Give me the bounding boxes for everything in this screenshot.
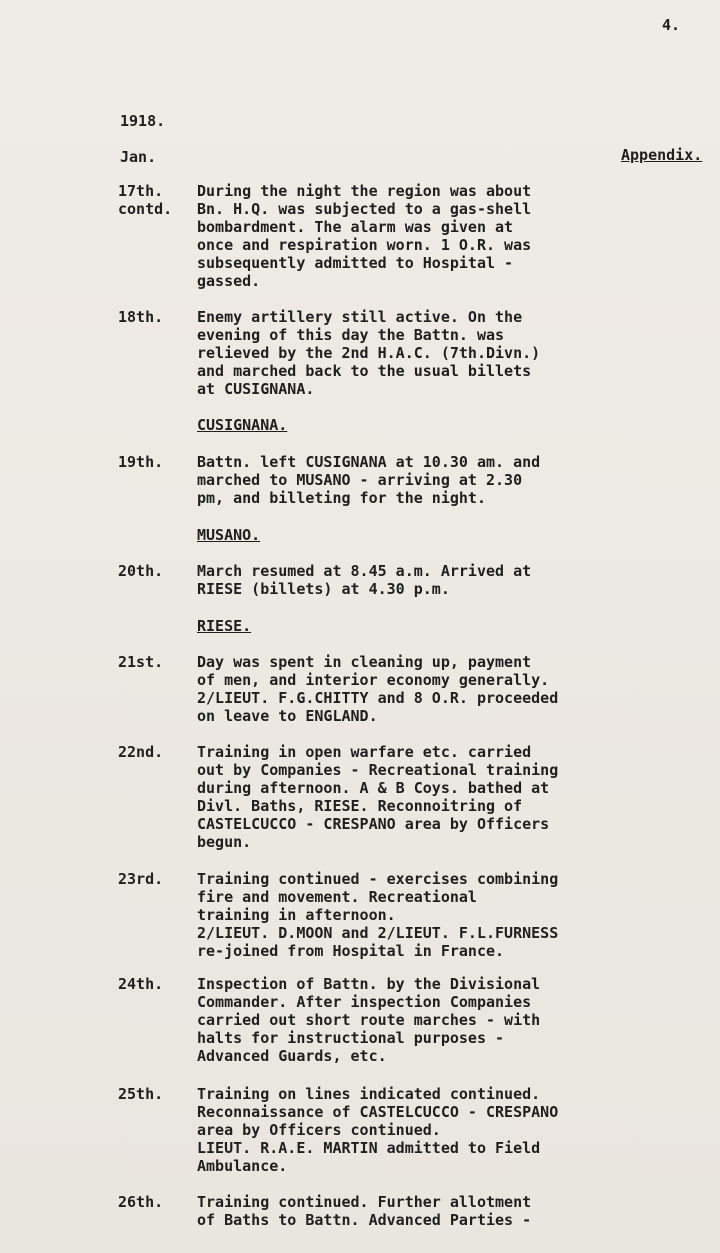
- place-heading-riese: RIESE.: [197, 617, 252, 635]
- entry-text: [197, 870, 657, 960]
- entry-line: LIEUT. R.A.E. MARTIN admitted to Field: [197, 1139, 541, 1157]
- entry-text: [197, 1085, 657, 1175]
- entry-line: at CUSIGNANA.: [197, 380, 315, 398]
- entry-line: re-joined from Hospital in France.: [197, 942, 505, 960]
- entry-line: marched to MUSANO - arriving at 2.30: [197, 471, 523, 489]
- entry-text: [197, 975, 657, 1065]
- entry-line: Battn. left CUSIGNANA at 10.30 am. and: [197, 453, 541, 471]
- entry-line: out by Companies - Recreational training: [197, 761, 559, 779]
- entry-line: CASTELCUCCO - CRESPANO area by Officers: [197, 815, 550, 833]
- entry-line: of men, and interior economy generally.: [197, 671, 550, 689]
- entry-date: 19th.: [118, 453, 164, 471]
- entry-line: during afternoon. A & B Coys. bathed at: [197, 779, 550, 797]
- entry-line: RIESE (billets) at 4.30 p.m.: [197, 580, 450, 598]
- entry-line: pm, and billeting for the night.: [197, 489, 486, 507]
- entry-line: fire and movement. Recreational: [197, 888, 477, 906]
- entry-line: gassed.: [197, 272, 261, 290]
- appendix-heading: Appendix.: [621, 146, 703, 164]
- entry-line: Divl. Baths, RIESE. Reconnoitring of: [197, 797, 523, 815]
- entry-line: carried out short route marches - with: [197, 1011, 541, 1029]
- entry-date: 18th.: [118, 308, 164, 326]
- entry-line: Training in open warfare etc. carried: [197, 743, 532, 761]
- entry-date: 26th.: [118, 1193, 164, 1211]
- entry-line: Reconnaissance of CASTELCUCCO - CRESPANO: [197, 1103, 559, 1121]
- place-heading-musano: MUSANO.: [197, 526, 261, 544]
- entry-line: training in afternoon.: [197, 906, 396, 924]
- entry-text: [197, 308, 657, 398]
- entry-date: 23rd.: [118, 870, 164, 888]
- entry-line: Training on lines indicated continued.: [197, 1085, 541, 1103]
- entry-date: 17th. contd.: [118, 182, 173, 218]
- entry-text: [197, 653, 657, 725]
- entry-line: on leave to ENGLAND.: [197, 707, 378, 725]
- entry-line: and marched back to the usual billets: [197, 362, 532, 380]
- entry-line: once and respiration worn. 1 O.R. was: [197, 236, 532, 254]
- entry-line: subsequently admitted to Hospital -: [197, 254, 514, 272]
- entry-date: 20th.: [118, 562, 164, 580]
- entry-line: relieved by the 2nd H.A.C. (7th.Divn.): [197, 344, 541, 362]
- entry-line: Enemy artillery still active. On the: [197, 308, 523, 326]
- entry-line: Advanced Guards, etc.: [197, 1047, 387, 1065]
- page-number: 4.: [662, 16, 681, 34]
- entry-line: Training continued - exercises combining: [197, 870, 559, 888]
- entry-date: 25th.: [118, 1085, 164, 1103]
- entry-text: [197, 182, 657, 290]
- entry-line: Day was spent in cleaning up, payment: [197, 653, 532, 671]
- entry-date: 22nd.: [118, 743, 164, 761]
- year-label: 1918.: [120, 112, 166, 130]
- entry-text: [197, 743, 657, 851]
- entry-date: 24th.: [118, 975, 164, 993]
- entry-line: of Baths to Battn. Advanced Parties -: [197, 1211, 532, 1229]
- entry-text: [197, 1193, 657, 1229]
- entry-text: [197, 453, 657, 507]
- entry-line: halts for instructional purposes -: [197, 1029, 505, 1047]
- entry-line: bombardment. The alarm was given at: [197, 218, 514, 236]
- entry-date: 21st.: [118, 653, 164, 671]
- entry-text: [197, 562, 657, 598]
- entry-line: Ambulance.: [197, 1157, 288, 1175]
- month-label: Jan.: [120, 148, 157, 166]
- entry-line: evening of this day the Battn. was: [197, 326, 505, 344]
- entry-line: begun.: [197, 833, 252, 851]
- entry-line: area by Officers continued.: [197, 1121, 441, 1139]
- entry-line: 2/LIEUT. D.MOON and 2/LIEUT. F.L.FURNESS: [197, 924, 559, 942]
- entry-line: 2/LIEUT. F.G.CHITTY and 8 O.R. proceeded: [197, 689, 559, 707]
- entry-line: Commander. After inspection Companies: [197, 993, 532, 1011]
- place-heading-cusignana: CUSIGNANA.: [197, 416, 288, 434]
- entry-line: March resumed at 8.45 a.m. Arrived at: [197, 562, 532, 580]
- entry-line: Bn. H.Q. was subjected to a gas-shell: [197, 200, 532, 218]
- entry-line: Training continued. Further allotment: [197, 1193, 532, 1211]
- entry-line: During the night the region was about: [197, 182, 532, 200]
- entry-line: Inspection of Battn. by the Divisional: [197, 975, 541, 993]
